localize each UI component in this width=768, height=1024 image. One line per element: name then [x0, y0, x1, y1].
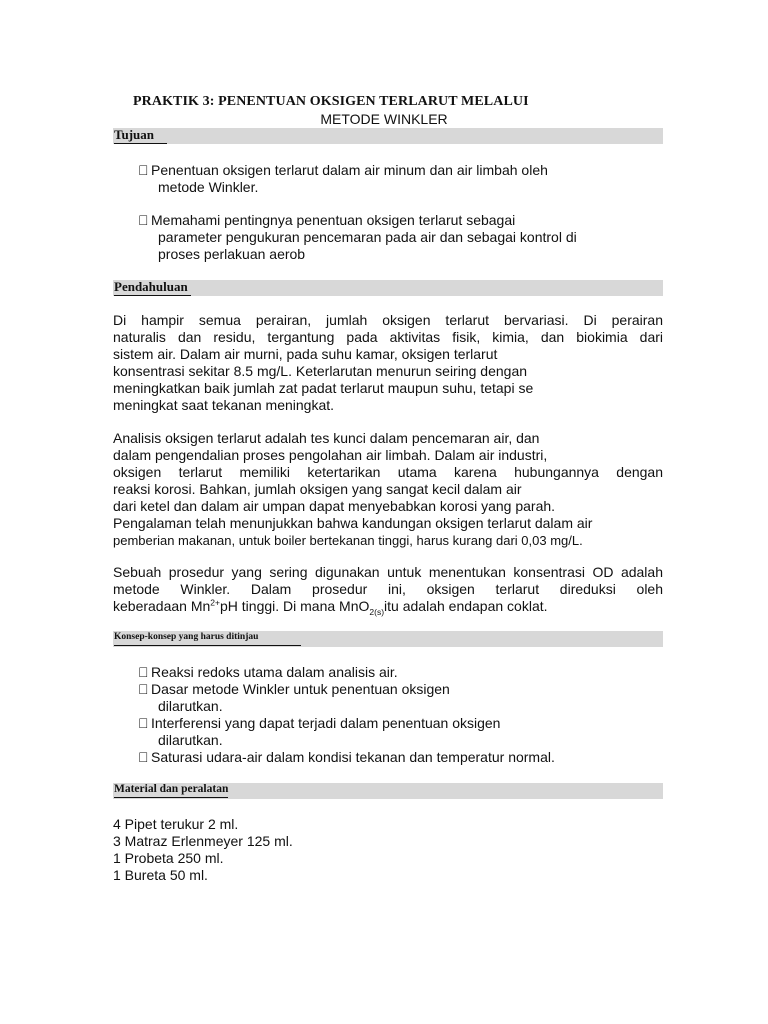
material-list	[113, 816, 293, 884]
pendahuluan-paragraph-1: Di hampir semua perairan, jumlah oksigen terlarut bervariasi. Di perairan naturalis dan residu, tergantung pada aktivitas fisik, kimia, dan biokimia dari sistem air. Dalam air murni, pada suhu kamar, oksigen terlarut konsentrasi sekitar 8.5 mg/L. Keterlarutan menurun seiring dengan meningkatkan baik jumlah zat padat terlarut maupun suhu, tetapi se meningkat saat tekanan meningkat.	[113, 312, 663, 413]
list-item: 1 Bureta 50 ml.	[113, 867, 208, 883]
bullet-marker	[138, 749, 149, 766]
document-title-line1: PRAKTIK 3: PENENTUAN OKSIGEN TERLARUT MELALUI	[133, 94, 529, 109]
list-item: 3 Matraz Erlenmeyer 125 ml.	[113, 833, 293, 849]
konsep-item: Dasar metode Winkler untuk penentuan oksigen	[138, 681, 638, 698]
section-header-tujuan	[113, 128, 663, 144]
section-header-pendahuluan	[113, 280, 663, 296]
section-title-konsep: Konsep-konsep yang harus ditinjau	[114, 629, 301, 646]
section-header-konsep	[113, 631, 663, 647]
konsep-item: Interferensi yang dapat terjadi dalam penentuan oksigen	[138, 715, 638, 732]
tujuan-item: Penentuan oksigen terlarut dalam air minum dan air limbah oleh metode Winkler.	[138, 162, 638, 196]
section-title-tujuan: Tujuan	[114, 127, 167, 142]
bullet-marker	[138, 664, 149, 681]
tujuan-item: Memahami pentingnya penentuan oksigen terlarut sebagai parameter pengukuran pencemaran pada air dan sebagai kontrol di proses perlakuan aerob	[138, 212, 638, 263]
section-title-material: Material dan peralatan	[114, 781, 228, 798]
document-title-line2: METODE WINKLER	[320, 111, 448, 127]
section-title-pendahuluan: Pendahuluan	[114, 279, 191, 294]
pendahuluan-paragraph-3: Sebuah prosedur yang sering digunakan untuk menentukan konsentrasi OD adalah metode Winkler. Dalam prosedur ini, oksigen terlarut direduksi oleh keberadaan $Mn^{2+}pH$ tinggi. Di mana MnO$_{2(s)}$itu adalah endapan coklat.	[113, 564, 663, 617]
bullet-marker	[138, 715, 149, 732]
bullet-marker	[138, 681, 149, 698]
list-item: 4 Pipet terukur 2 ml.	[113, 816, 239, 832]
pendahuluan-paragraph-2: Analisis oksigen terlarut adalah tes kunci dalam pencemaran air, dan dalam pengendalian proses pengolahan air limbah. Dalam air industri, oksigen terlarut memiliki ketertarikan utama karena hubungannya dengan reaksi korosi. Bahkan, jumlah oksigen yang sangat kecil dalam air dari ketel dan dalam air umpan dapat menyebabkan korosi yang parah. Pengalaman telah menunjukkan bahwa kandungan oksigen terlarut dalam air pemberian makanan, untuk boiler bertekanan tinggi, harus kurang dari 0,03 mg/L.	[113, 430, 663, 548]
bullet-marker	[138, 212, 149, 229]
konsep-item: Saturasi udara-air dalam kondisi tekanan dan temperatur normal.	[138, 749, 638, 766]
konsep-item: Reaksi redoks utama dalam analisis air.	[138, 664, 638, 681]
bullet-marker	[138, 162, 149, 179]
list-item: 1 Probeta 250 ml.	[113, 850, 224, 866]
section-header-material	[113, 783, 663, 799]
konsep-list: Reaksi redoks utama dalam analisis air. Dasar metode Winkler untuk penentuan oksigen dilarutkan. Interferensi yang dapat terjadi dalam penentuan oksigen dilarutkan. Saturasi udara-air dalam kondisi tekanan dan temperatur normal.	[138, 664, 638, 766]
